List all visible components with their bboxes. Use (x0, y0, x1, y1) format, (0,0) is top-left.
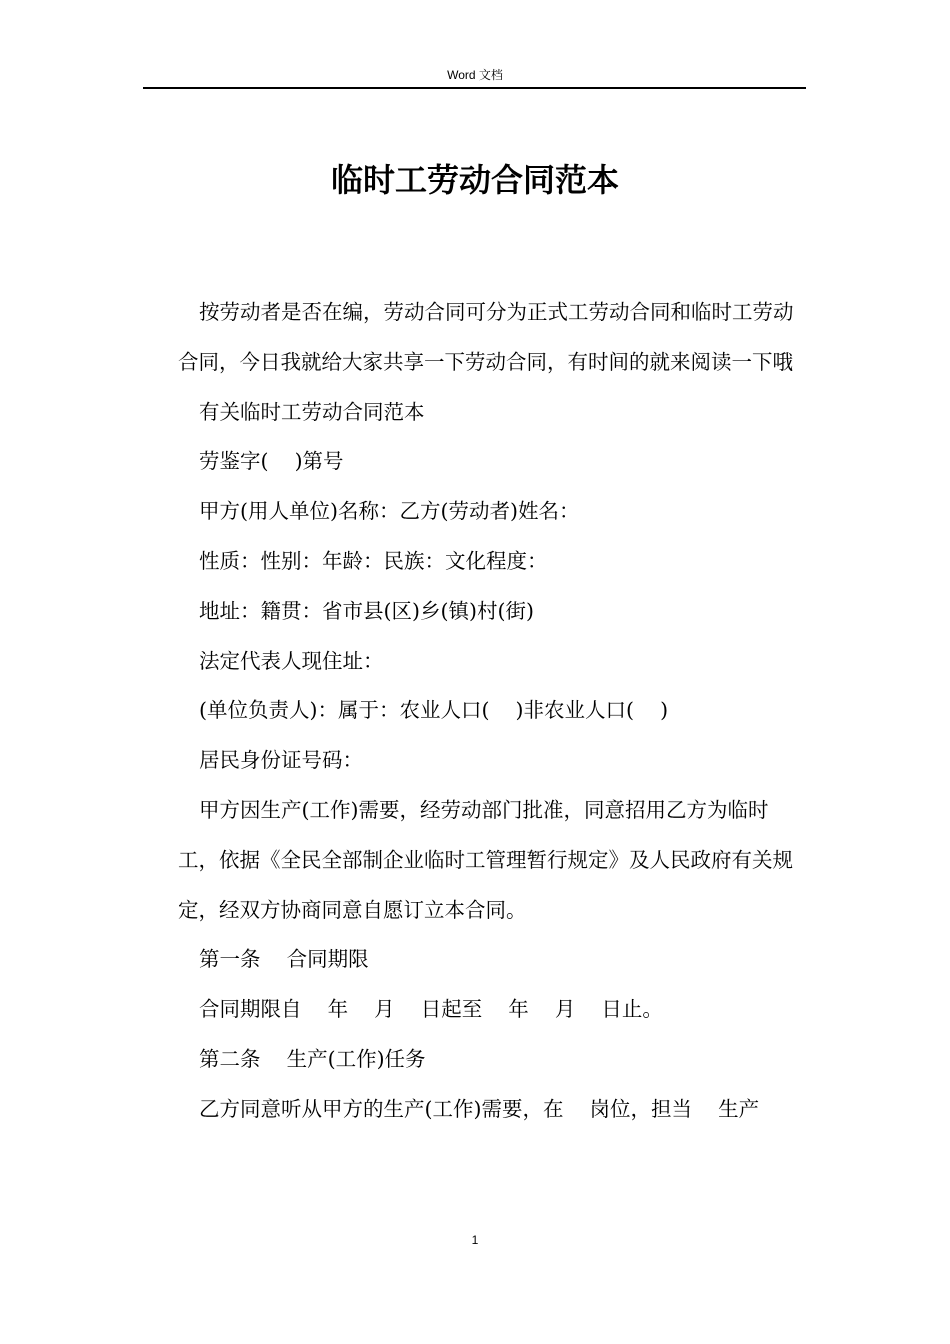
paragraph: 第二条 生产(工作)任务 (199, 1046, 426, 1071)
paragraph: 法定代表人现住址： (199, 648, 384, 673)
document-title: 临时工劳动合同范本 (330, 161, 619, 199)
paragraph: 居民身份证号码： (199, 748, 363, 773)
paragraph: 乙方同意听从甲方的生产(工作)需要，在 岗位，担当 生产 (199, 1096, 760, 1121)
paragraph: 地址：籍贯：省市县(区)乡(镇)村(街) (199, 598, 534, 623)
paragraph: 有关临时工劳动合同范本 (199, 399, 425, 424)
paragraph: 第一条 合同期限 (199, 947, 369, 972)
paragraph: 按劳动者是否在编，劳动合同可分为正式工劳动合同和临时工劳动合同，今日我就给大家共享一下劳动合同，有时间的就来阅读一下哦 (178, 300, 794, 374)
paragraph: 甲方因生产(工作)需要，经劳动部门批准，同意招用乙方为临时工，依据《全民全部制企业临时工管理暂行规定》及人民政府有关规定，经双方协商同意自愿订立本合同。 (178, 797, 793, 922)
page-header-label: Word 文档 (447, 68, 503, 82)
document-body (178, 288, 804, 1135)
paragraph: (单位负责人)：属于：农业人口( )非农业人口( ) (199, 698, 669, 723)
paragraph: 劳鉴字( )第号 (199, 449, 344, 474)
page-number: 1 (471, 1233, 479, 1247)
header-rule (143, 87, 806, 89)
paragraph: 性质：性别：年龄：民族：文化程度： (199, 548, 548, 573)
paragraph: 甲方(用人单位)名称：乙方(劳动者)姓名： (199, 499, 580, 524)
paragraph: 合同期限自 年 月 日起至 年 月 日止。 (199, 997, 663, 1022)
